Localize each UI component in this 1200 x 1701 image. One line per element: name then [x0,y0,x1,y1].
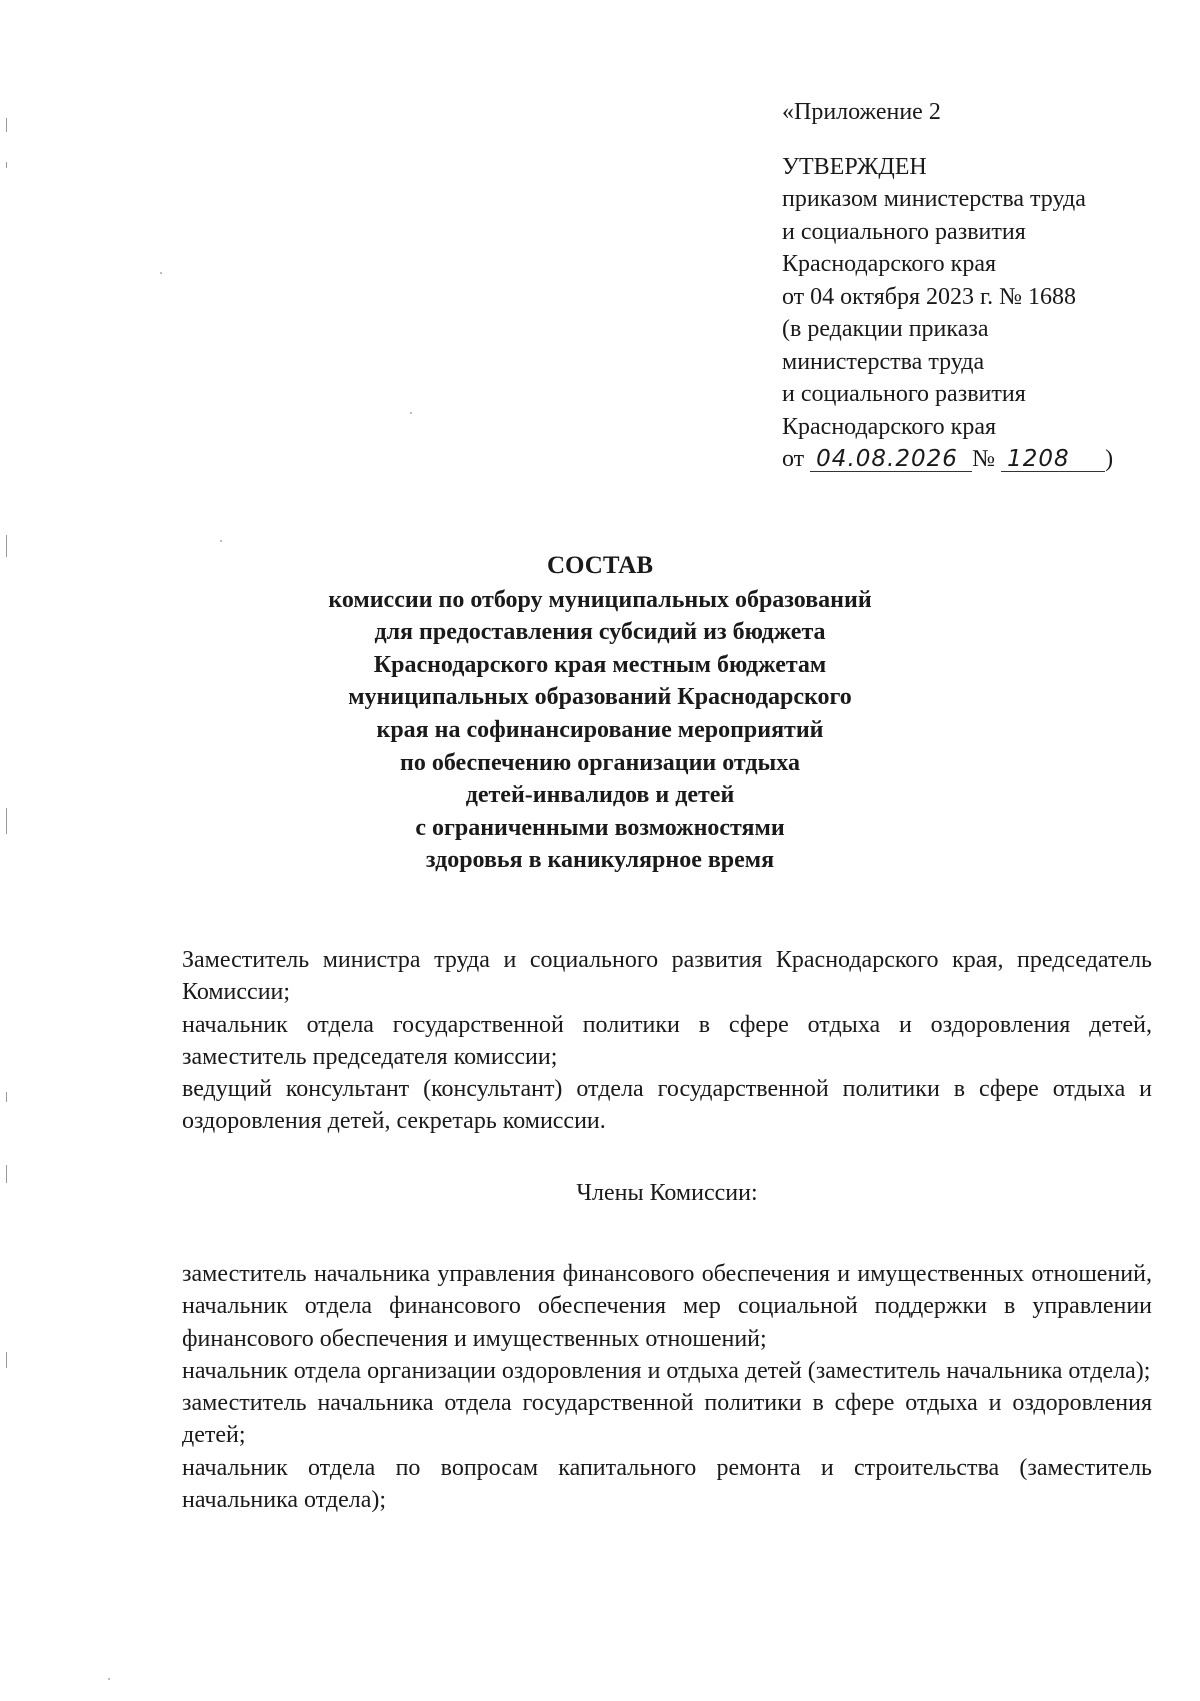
member-paragraph: начальник отдела по вопросам капитального ремонта и строительства (заместитель начальника отдела); [182,1454,1152,1514]
commission-members [182,1258,1152,1516]
scan-mark [6,535,7,557]
title-line: по обеспечению организации отдыха [400,749,800,776]
number-sign: № [972,446,996,472]
leader-paragraph: ведущий консультант (консультант) отдела государственной политики в сфере отдыха и оздоровления детей, секретарь комиссии. [182,1076,1152,1135]
document-title [250,550,950,877]
closing-paren: ) [1105,446,1114,472]
approved-label: УТВЕРЖДЕН [782,153,927,180]
title-line: муниципальных образований Краснодарского [348,684,852,711]
approval-line: от 04 октября 2023 г. № 1688 [782,283,1077,310]
approval-line: приказом министерства труда [782,186,1086,212]
scan-mark [6,1092,7,1102]
title-line: Краснодарского края местным бюджетам [373,651,827,678]
scan-dot [410,412,412,414]
approval-block [782,96,1162,476]
scan-mark [6,808,7,834]
scan-mark [6,162,7,168]
amendment-line [782,443,1162,476]
scan-mark [6,118,7,132]
scan-dot [220,540,222,542]
approval-line: и социального развития [782,218,1026,245]
member-paragraph: заместитель начальника управления финансового обеспечения и имущественных отношений, начальник отдела финансового обеспечения мер социальной поддержки в управлении финансового обеспечения и имущественных отношений; [182,1261,1152,1352]
title-line: для предоставления субсидий из бюджета [374,619,826,646]
title-line: детей-инвалидов и детей [465,782,735,809]
members-heading: Члены Комиссии: [576,1180,758,1206]
scan-mark [6,1165,7,1183]
title-line: края на софинансирование мероприятий [376,716,824,743]
handwritten-date: 04.08.2026 [810,447,972,472]
member-paragraph: начальник отдела организации оздоровления и отдыха детей (заместитель начальника отдела); [182,1357,1151,1384]
approval-line: (в редакции приказа [782,316,989,342]
leader-paragraph: начальник отдела государственной политики в сфере отдыха и оздоровления детей, заместитель председателя комиссии; [182,1011,1152,1070]
title-line: с ограниченными возможностями [415,814,785,841]
scan-mark [6,1352,7,1368]
appendix-label: «Приложение 2 [782,99,941,125]
member-paragraph: заместитель начальника отдела государственной политики в сфере отдыха и оздоровления детей; [182,1390,1152,1449]
title-line: комиссии по отбору муниципальных образований [328,586,872,613]
commission-leaders [182,944,1152,1138]
approval-line: и социального развития [782,381,1026,407]
leader-paragraph: Заместитель министра труда и социального развития Краснодарского края, председатель Комиссии; [182,947,1152,1006]
handwritten-number: 1208 [1001,447,1105,472]
approval-line: Краснодарского края [782,413,997,440]
scan-dot [160,272,162,274]
amendment-from-label: от [782,446,805,472]
title-line: здоровья в каникулярное время [425,847,775,874]
approval-line: министерства труда [782,348,985,375]
title-heading: СОСТАВ [546,552,654,579]
approval-line: Краснодарского края [782,251,997,277]
scan-dot [108,1678,110,1680]
